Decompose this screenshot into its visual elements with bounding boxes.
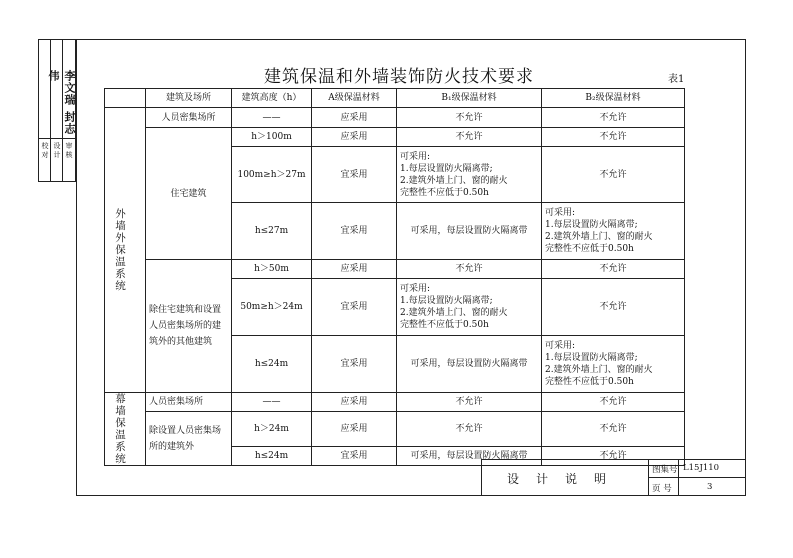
place-cell: 除住宅建筑和设置人员密集场所的建筑外的其他建筑 xyxy=(146,260,232,393)
a-cell: 应采用 xyxy=(312,260,397,279)
a-cell: 宜采用 xyxy=(312,203,397,260)
b2-cell: 可采用: 1.每层设置防火隔离带; 2.建筑外墙上门、窗的耐火 完整性不应低于0.50h xyxy=(542,203,685,260)
b2-cell: 不允许 xyxy=(542,108,685,128)
b2-cell: 不允许 xyxy=(542,279,685,336)
b1-cell: 可采用: 1.每层设置防火隔离带; 2.建筑外墙上门、窗的耐火 完整性不应低于0.50h xyxy=(397,279,542,336)
header-a-class: A级保温材料 xyxy=(312,89,397,108)
page-title: 建筑保温和外墙装饰防火技术要求 xyxy=(264,67,534,87)
a-cell: 宜采用 xyxy=(312,336,397,393)
height-cell: h≤27m xyxy=(232,203,312,260)
height-cell: 100m≥h＞27m xyxy=(232,147,312,203)
height-cell: h≤24m xyxy=(232,336,312,393)
a-cell: 宜采用 xyxy=(312,279,397,336)
b1-cell: 不允许 xyxy=(397,260,542,279)
a-cell: 应采用 xyxy=(312,128,397,147)
a-cell: 宜采用 xyxy=(312,147,397,203)
height-cell: h＞100m xyxy=(232,128,312,147)
sidebar-field-check: 校对 xyxy=(41,142,49,160)
a-cell: 宜采用 xyxy=(312,447,397,466)
height-cell: —— xyxy=(232,108,312,128)
table-row xyxy=(105,393,685,412)
handwritten-signature: 李文瑞 封志伟 xyxy=(47,70,76,135)
height-cell: h＞24m xyxy=(232,412,312,447)
b2-cell: 不允许 xyxy=(542,147,685,203)
header-b1-class: B₁级保温材料 xyxy=(397,89,542,108)
sidebar-field-review: 审核 xyxy=(65,142,73,160)
b1-cell: 不允许 xyxy=(397,128,542,147)
b2-cell: 不允许 xyxy=(542,447,685,466)
a-cell: 应采用 xyxy=(312,412,397,447)
height-cell: h＞50m xyxy=(232,260,312,279)
fire-requirements-table xyxy=(104,88,685,466)
b1-cell: 不允许 xyxy=(397,108,542,128)
b1-cell: 可采用，每层设置防火隔离带 xyxy=(397,203,542,260)
b1-cell: 可采用: 1.每层设置防火隔离带; 2.建筑外墙上门、窗的耐火 完整性不应低于0.50h xyxy=(397,147,542,203)
atlas-number-label: 图集号 xyxy=(652,465,678,475)
table-row xyxy=(105,108,685,128)
place-cell: 住宅建筑 xyxy=(146,128,232,260)
table-row xyxy=(105,260,685,279)
height-cell: —— xyxy=(232,393,312,412)
table-label: 表1 xyxy=(668,74,685,85)
group-curtain-wall: 幕墙保温系统 xyxy=(105,393,146,466)
table-row xyxy=(105,128,685,147)
header-place: 建筑及场所 xyxy=(146,89,232,108)
sidebar-field-design: 设计 xyxy=(53,142,61,160)
height-cell: 50m≥h＞24m xyxy=(232,279,312,336)
title-block-footer xyxy=(481,459,746,496)
a-cell: 应采用 xyxy=(312,393,397,412)
b1-cell: 可采用，每层设置防火隔离带 xyxy=(397,447,542,466)
header-b2-class: B₂级保温材料 xyxy=(542,89,685,108)
b2-cell: 不允许 xyxy=(542,412,685,447)
b2-cell: 不允许 xyxy=(542,260,685,279)
group-outer-insulation: 外墙外保温系统 xyxy=(105,108,146,393)
a-cell: 应采用 xyxy=(312,108,397,128)
b2-cell: 可采用: 1.每层设置防火隔离带; 2.建筑外墙上门、窗的耐火 完整性不应低于0.50h xyxy=(542,336,685,393)
height-cell: h≤24m xyxy=(232,447,312,466)
b1-cell: 可采用，每层设置防火隔离带 xyxy=(397,336,542,393)
place-cell: 除设置人员密集场所的建筑外 xyxy=(146,412,232,466)
place-cell: 人员密集场所 xyxy=(146,108,232,128)
page-number-value: 3 xyxy=(707,482,713,492)
header-height: 建筑高度（h） xyxy=(232,89,312,108)
table-row xyxy=(105,412,685,447)
title-block-sidebar xyxy=(38,39,76,182)
atlas-number-value: L15J110 xyxy=(683,463,720,473)
table-header-row xyxy=(105,89,685,108)
footer-main-title: 设计说明 xyxy=(482,460,649,496)
b2-cell: 不允许 xyxy=(542,128,685,147)
b1-cell: 不允许 xyxy=(397,412,542,447)
place-cell: 人员密集场所 xyxy=(146,393,232,412)
b1-cell: 不允许 xyxy=(397,393,542,412)
b2-cell: 不允许 xyxy=(542,393,685,412)
page-number-label: 页 号 xyxy=(652,484,672,494)
